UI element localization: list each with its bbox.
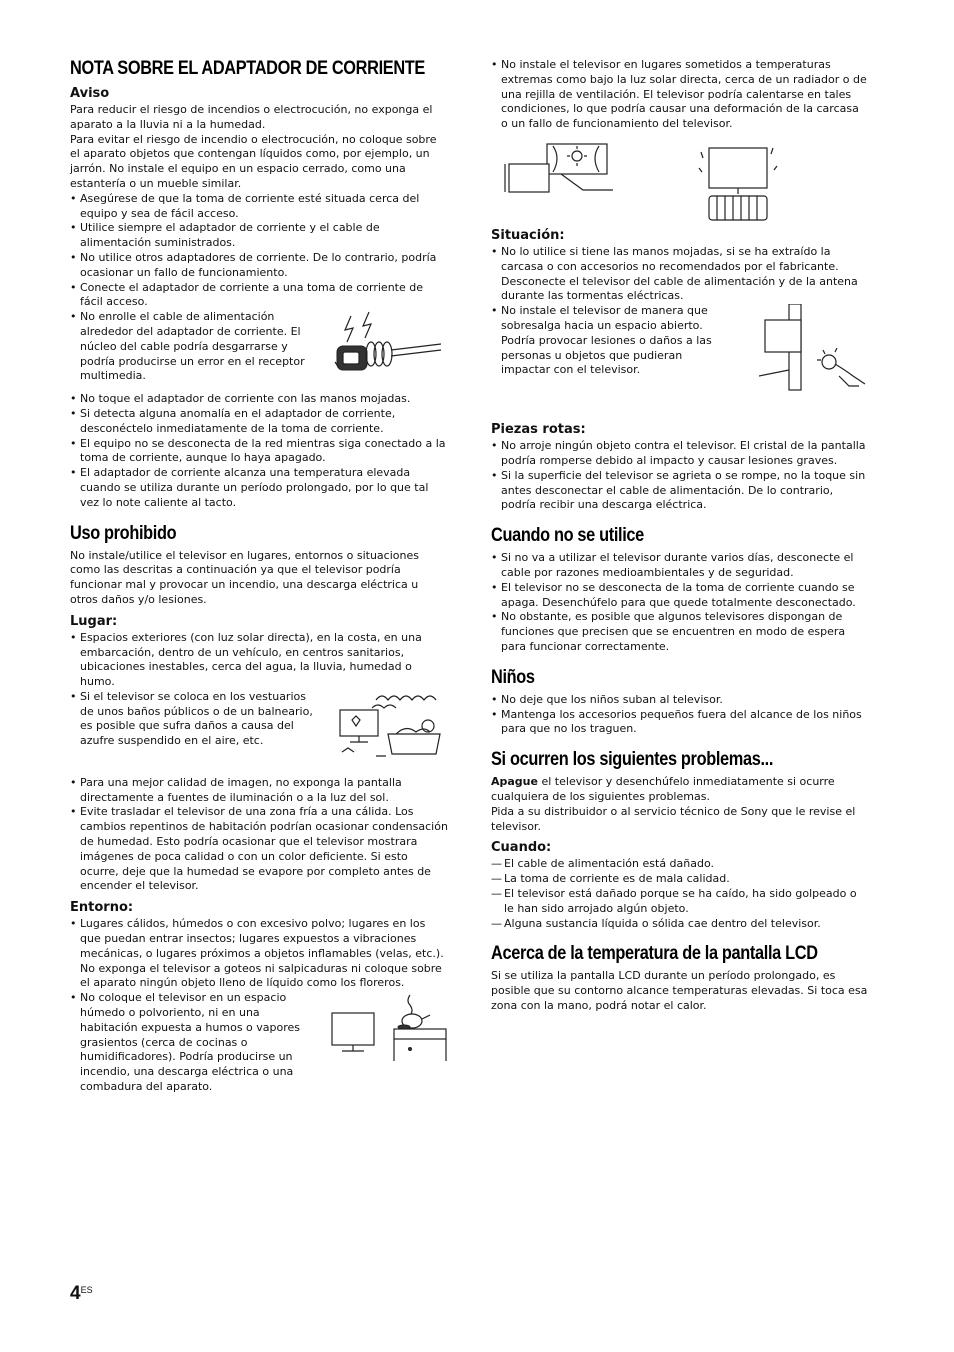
list-item: • No arroje ningún objeto contra el televisor. El cristal de la pantalla podría romperse debido al impacto y causar lesiones graves. — [491, 439, 868, 469]
section-title-ninos: Niños — [491, 666, 535, 688]
list-item: • No obstante, es posible que algunos televisores dispongan de funciones que precisen que se encuentren en modo de espera para funcionar correctamente. — [491, 610, 868, 654]
list-item: • No toque el adaptador de corriente con las manos mojadas. — [70, 392, 448, 407]
lugar-heading: Lugar: — [70, 613, 118, 629]
temperature-list — [491, 58, 868, 132]
entorno-heading: Entorno: — [70, 900, 134, 916]
kitchen-steam-tv-illustration — [328, 991, 448, 1063]
uso-intro: No instale/utilice el televisor en lugares, entornos o situaciones como las descritas a continuación ya que el televisor podría funcionar mal y provocar un incendio, una descarga eléctrica u otros daños y/o lesiones. — [70, 548, 419, 606]
problemas-paragraph-1-rest: el televisor y desenchúfelo inmediatamente si ocurre cualquiera de los siguientes problemas. — [491, 775, 835, 803]
radiator-tv-illustration — [693, 142, 783, 222]
temperatura-paragraph: Si se utiliza la pantalla LCD durante un período prolongado, es posible que su contorno alcance temperaturas elevadas. Si toca esa zona con la mano, podrá notar el calor. — [491, 969, 868, 1012]
page-number: $4^{ES}$ — [70, 1283, 93, 1304]
entorno-list — [70, 917, 448, 991]
list-item: • Utilice siempre el adaptador de corriente y el cable de alimentación suministrados. — [70, 221, 448, 251]
bath-figure-row — [70, 690, 448, 762]
right-column — [491, 58, 868, 1014]
situacion-heading: Situación: — [491, 227, 565, 243]
list-item: — El televisor está dañado porque se ha caído, ha sido golpeado o le han sido arrojado algún objeto. — [491, 887, 868, 917]
lugar-list — [70, 631, 448, 690]
aviso-list-continued — [70, 392, 448, 510]
list-item: • El adaptador de corriente alcanza una temperatura elevada cuando se utiliza durante un período prolongado, por lo que tal vez lo note caliente al tacto. — [70, 466, 448, 510]
list-item: • Si el televisor se coloca en los vestuarios de unos baños públicos o de un balneario, es posible que sufra daños a causa del azufre suspendido en el aire, etc. — [70, 690, 320, 749]
piezas-heading: Piezas rotas: — [491, 422, 586, 438]
list-item: — Alguna sustancia líquida o sólida cae dentro del televisor. — [491, 917, 868, 932]
list-item: • Lugares cálidos, húmedos o con excesivo polvo; lugares en los que puedan entrar insectos; lugares expuestos a vibraciones mecánicas, o lugares próximos a objetos inflamables (velas, etc.). No exponga el televisor a goteos ni salpicaduras ni coloque sobre el aparato ningún objeto lleno de líquido como los floreros. — [70, 917, 448, 991]
cuando-no-list — [491, 551, 868, 655]
kitchen-figure-row — [70, 991, 448, 1095]
section-title-cuando-no: Cuando no se utilice — [491, 525, 644, 547]
cuando-list — [491, 857, 868, 931]
apague-bold: Apague — [491, 775, 538, 789]
aviso-list — [70, 192, 448, 310]
list-item: • El televisor no se desconecta de la toma de corriente cuando se apaga. Desenchúfelo para que quede totalmente desconectado. — [491, 581, 868, 611]
section-title-problemas: Si ocurren los siguientes problemas... — [491, 749, 774, 771]
overhanging-tv-illustration — [759, 304, 869, 396]
lugar-list-continued — [70, 776, 448, 894]
problemas-paragraph-2: Pida a su distribuidor o al servicio técnico de Sony que le revise el televisor. — [491, 804, 856, 833]
list-item: • No lo utilice si tiene las manos mojadas, si se ha extraído la carcasa o con accesorios no recomendados por el fabricante. Desconecte el televisor del cable de alimentación y de la antena durante las tormentas eléctricas. — [491, 245, 868, 304]
list-item: • Si detecta alguna anomalía en el adaptador de corriente, desconéctelo inmediatamente de la toma de corriente. — [70, 407, 448, 437]
aviso-paragraph-1: Para reducir el riesgo de incendios o electrocución, no exponga el aparato a la lluvia ni a la humedad. — [70, 103, 433, 131]
section-title-temperatura: Acerca de la temperatura de la pantalla LCD — [491, 943, 818, 965]
list-item: • Conecte el adaptador de corriente a una toma de corriente de fácil acceso. — [70, 281, 448, 311]
section-title-power-adapter: NOTA SOBRE EL ADAPTADOR DE CORRIENTE — [70, 58, 425, 79]
list-item: • No enrolle el cable de alimentación alrededor del adaptador de corriente. El núcleo del cable podría desgarrarse y podría producirse un error en el receptor multimedia. — [70, 310, 313, 384]
bathhouse-tv-illustration — [336, 690, 446, 762]
temperature-figures — [491, 142, 868, 222]
list-item: • No instale el televisor de manera que sobresalga hacia un espacio abierto. Podría provocar lesiones o daños a las personas u objetos que pudieran impactar con el televisor. — [491, 304, 723, 378]
language-code: ES — [80, 1285, 93, 1295]
list-item: • El equipo no se desconecta de la red mientras siga conectado a la toma de corriente, aunque lo haya apagado. — [70, 437, 448, 467]
list-item: • Espacios exteriores (con luz solar directa), en la costa, en una embarcación, dentro de un vehículo, en centros sanitarios, ubicaciones inestables, cerca del agua, la lluvia, humedad o humo. — [70, 631, 448, 690]
list-item: • Para una mejor calidad de imagen, no exponga la pantalla directamente a fuentes de iluminación o a la luz del sol. — [70, 776, 448, 806]
piezas-list — [491, 439, 868, 513]
aviso-heading: Aviso — [70, 86, 110, 101]
sunlight-window-tv-illustration — [503, 142, 613, 222]
adapter-figure-row — [70, 310, 448, 384]
aviso-paragraph-2: Para evitar el riesgo de incendio o electrocución, no coloque sobre el aparato objetos que contengan líquidos como, por ejemplo, un jarrón. No instale el equipo en un espacio cerrado, como una estantería o un mueble similar. — [70, 132, 437, 190]
list-item: • Evite trasladar el televisor de una zona fría a una cálida. Los cambios repentinos de habitación podrían ocasionar condensación de humedad. Esto podría ocasionar que el televisor mostrara imágenes de poca calidad o con un color deficiente. Si esto ocurre, deje que la humedad se evapore por completo antes de encender el televisor. — [70, 805, 448, 894]
wall-mount-figure-row — [491, 304, 868, 396]
list-item: • Asegúrese de que la toma de corriente esté situada cerca del equipo y sea de fácil acceso. — [70, 192, 448, 222]
list-item: • No utilice otros adaptadores de corriente. De lo contrario, podría ocasionar un fallo de funcionamiento. — [70, 251, 448, 281]
list-item: • No coloque el televisor en un espacio húmedo o polvoriento, ni en una habitación expuesta a humos o vapores grasientos (cerca de cocinas o humidificadores). Podría producirse un incendio, una descarga eléctrica o una combadura del aparato. — [70, 991, 310, 1095]
list-item: • No instale el televisor en lugares sometidos a temperaturas extremas como bajo la luz solar directa, cerca de un radiador o de una rejilla de ventilación. El televisor podría calentarse en tales condiciones, lo que podría causar una deformación de la carcasa o un fallo de funcionamiento del televisor. — [491, 58, 868, 132]
list-item: • Mantenga los accesorios pequeños fuera del alcance de los niños para que no los traguen. — [491, 708, 868, 738]
left-column — [70, 58, 448, 1095]
list-item: — La toma de corriente es de mala calidad. — [491, 872, 868, 887]
list-item: — El cable de alimentación está dañado. — [491, 857, 868, 872]
coiled-cable-illustration — [333, 310, 443, 380]
situacion-list — [491, 245, 868, 304]
list-item: • Si la superficie del televisor se agrieta o se rompe, no la toque sin antes desconectar el cable de alimentación. De lo contrario, podría recibir una descarga eléctrica. — [491, 469, 868, 513]
list-item: • No deje que los niños suban al televisor. — [491, 693, 868, 708]
section-title-uso-prohibido: Uso prohibido — [70, 522, 177, 544]
cuando-heading: Cuando: — [491, 840, 552, 856]
problemas-paragraph-1 — [491, 775, 868, 805]
ninos-list — [491, 693, 868, 737]
list-item: • Si no va a utilizar el televisor durante varios días, desconecte el cable por razones medioambientales y de seguridad. — [491, 551, 868, 581]
